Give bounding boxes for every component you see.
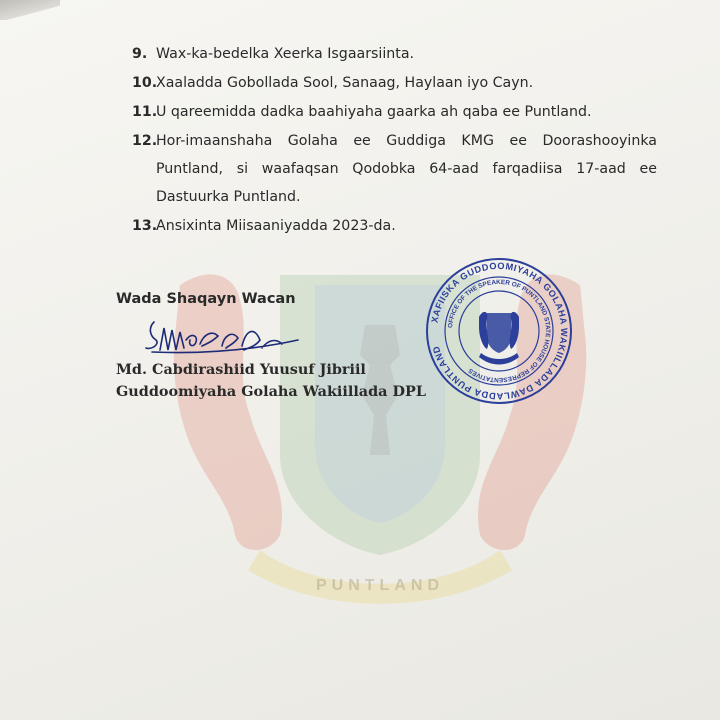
handwritten-signature: [142, 310, 302, 360]
signer-block: [116, 359, 426, 403]
item-text: U qareemidda dadka baahiyaha gaarka ah qaba ee Puntland.: [156, 104, 592, 120]
stamp-emblem: [479, 312, 519, 365]
list-item: [132, 127, 657, 211]
item-number: 11.: [132, 104, 158, 120]
list-item: [132, 69, 657, 97]
stamp-inner-text: OFFICE OF THE SPEAKER OF PUNTLAND STATE HOUSE OF REPRESENTATIVES: [447, 278, 552, 384]
signer-name: Md. Cabdirashiid Yuusuf Jibriil: [116, 361, 366, 378]
closing-phrase: Wada Shaqayn Wacan: [116, 291, 296, 307]
item-number: 9.: [132, 46, 148, 62]
item-text: Hor-imaanshaha Golaha ee Guddiga KMG ee Doorashooyinka Puntland, si waafaqsan Qodobka 64-aad farqadiisa 17-aad ee Dastuurka Puntland.: [156, 133, 657, 205]
item-number: 10.: [132, 75, 158, 91]
page-fold-corner: [0, 0, 60, 20]
agenda-list: [132, 40, 657, 241]
item-number: 12.: [132, 133, 158, 149]
watermark-banner-text: PUNTLAND: [316, 577, 444, 594]
item-text: Wax-ka-bedelka Xeerka Isgaarsiinta.: [156, 46, 415, 62]
list-item: [132, 40, 657, 68]
item-number: 13.: [132, 218, 158, 234]
item-text: Ansixinta Miisaaniyadda 2023-da.: [156, 218, 396, 234]
list-item: [132, 212, 657, 240]
item-text: Xaaladda Gobollada Sool, Sanaag, Haylaan iyo Cayn.: [156, 75, 534, 91]
official-stamp: [425, 257, 573, 405]
signer-title: Guddoomiyaha Golaha Wakiillada DPL: [116, 383, 426, 400]
stamp-outer-text: XAFIISKA GUDDOOMIYAHA GOLAHA WAKIILLADA DAWLADDA PUNTLAND: [429, 260, 570, 402]
list-item: [132, 98, 657, 126]
